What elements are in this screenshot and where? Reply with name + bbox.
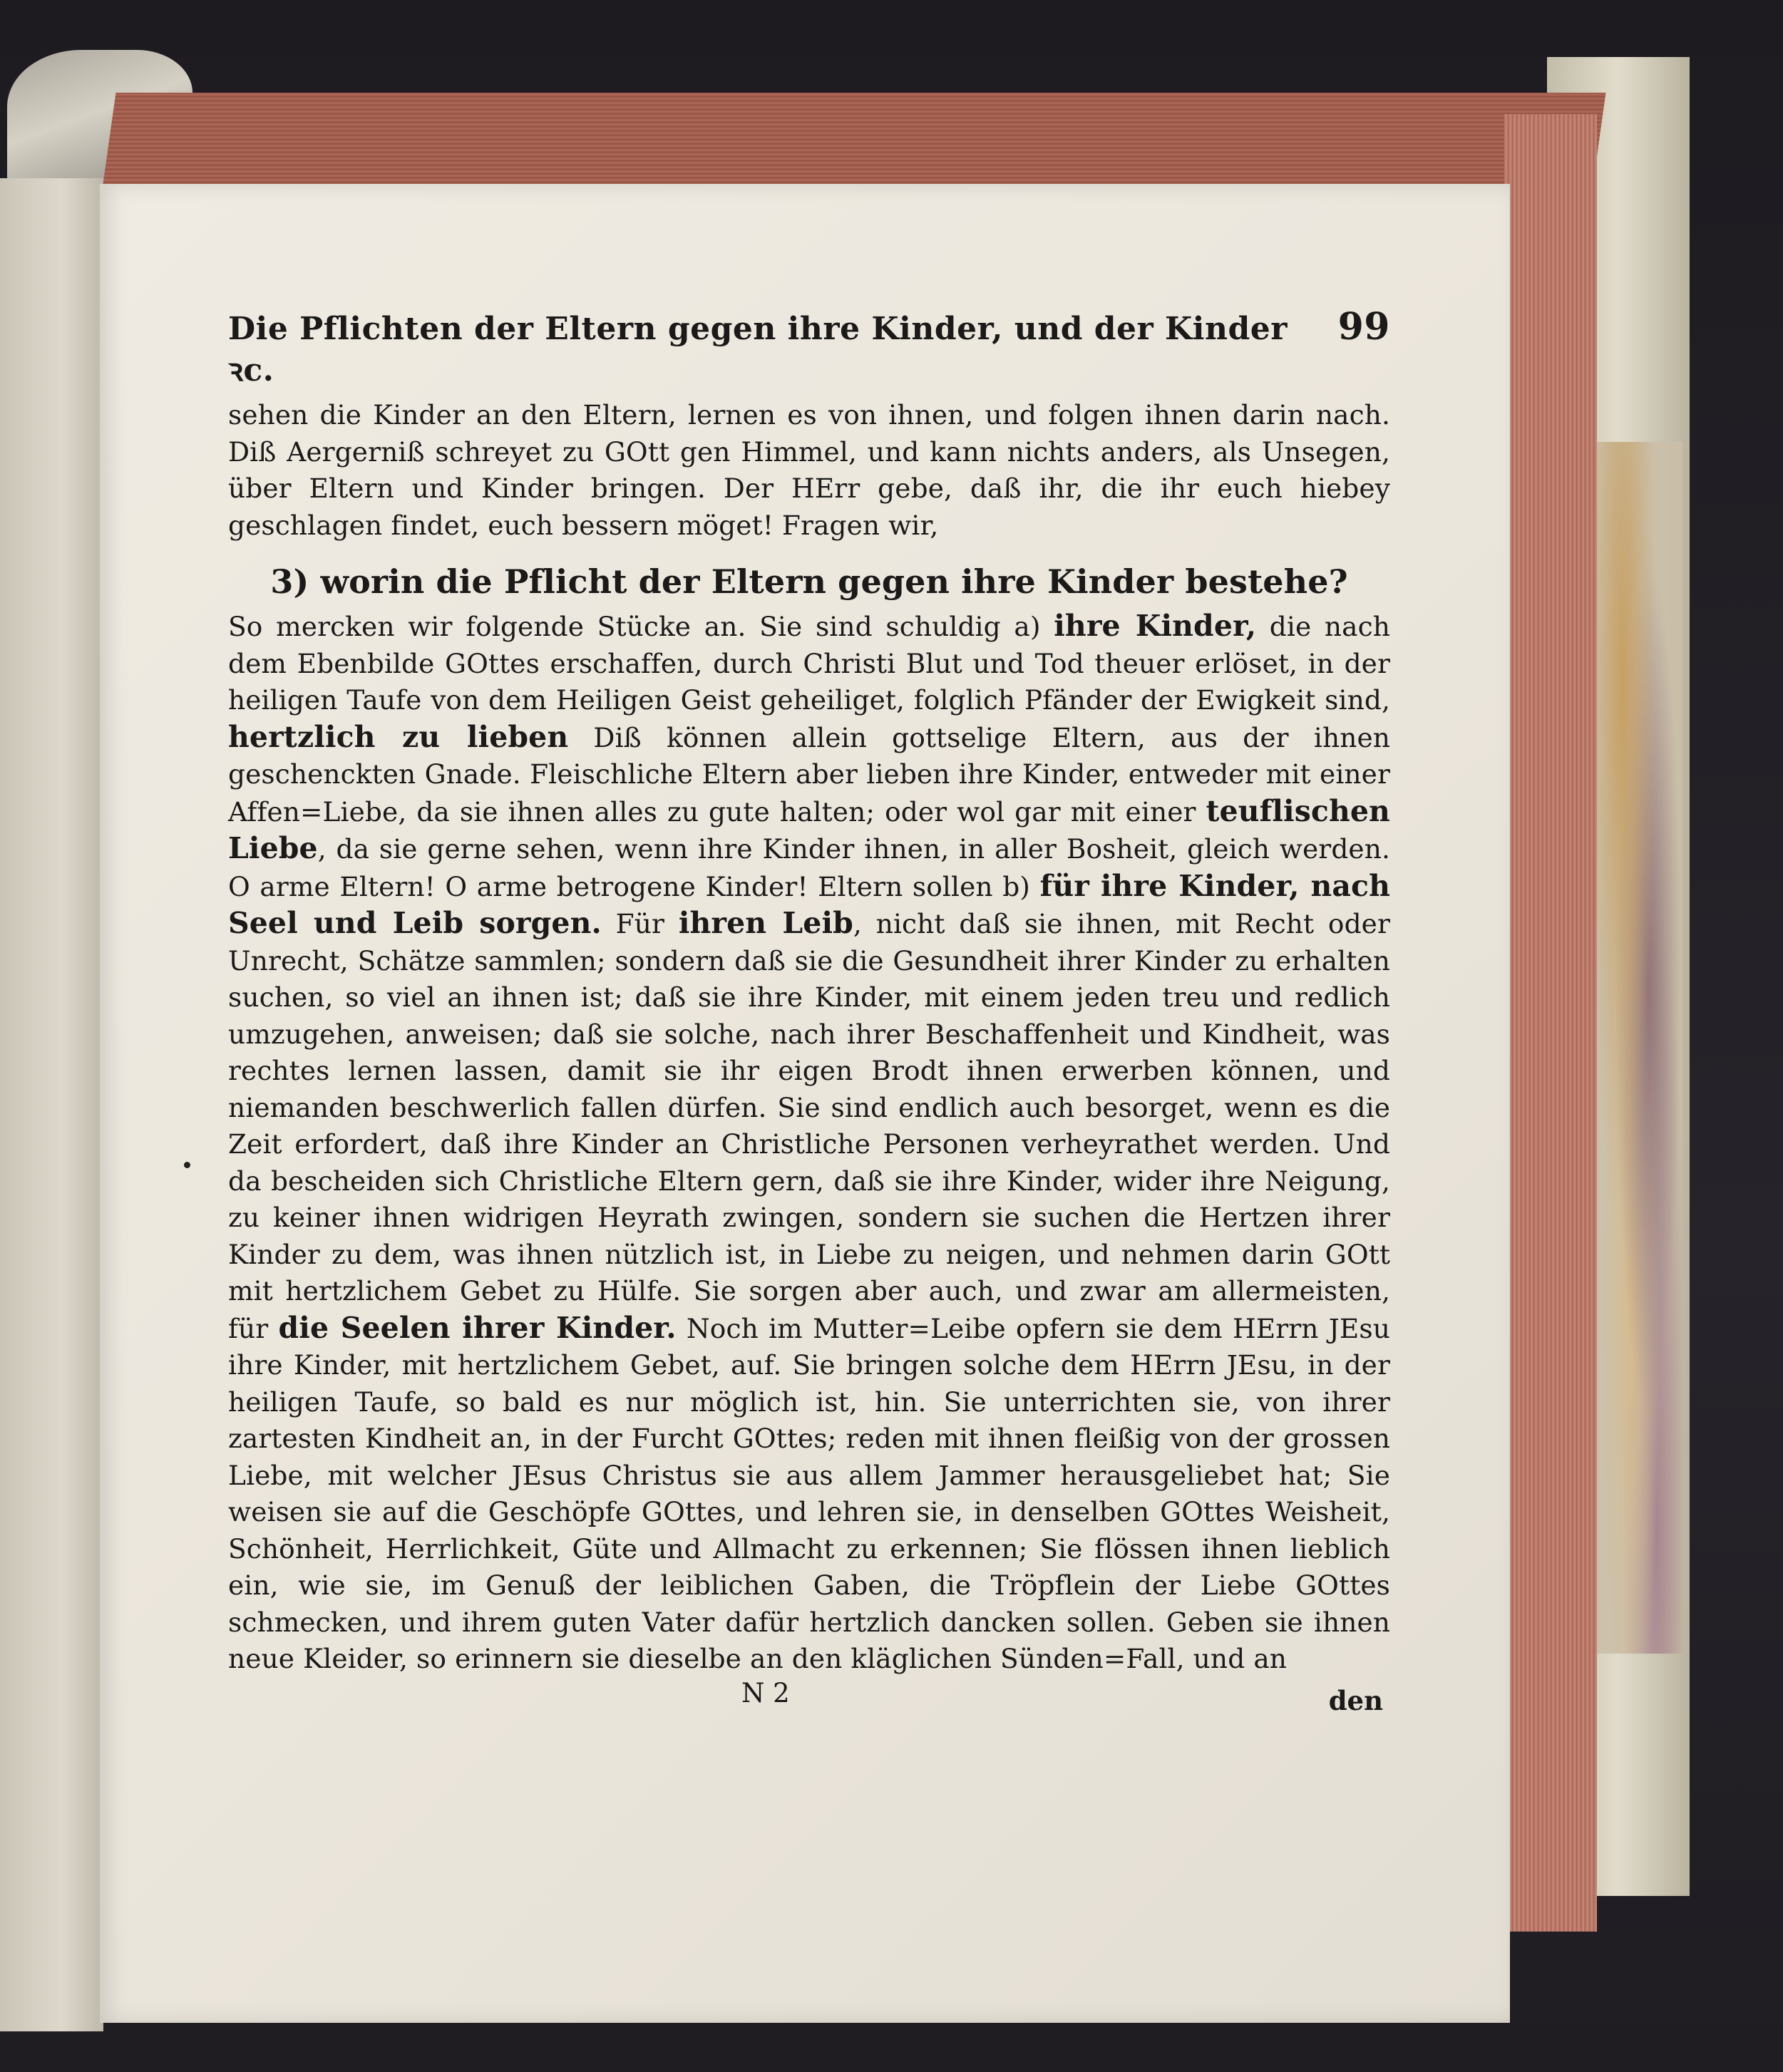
text-run: , nicht daß sie ihnen, mit Recht oder Unrecht, Schätze sammlen; sondern daß sie die Gesundheit ihrer Kinder zu erhalten suchen, so viel an ihnen ist; daß sie ihre Kinder, mit einem jeden treu und redlich umzugehen, anweisen; daß sie solche, nach ihrer Beschaffenheit und Kindheit, was rechtes lernen lassen, damit sie ihr eigen Brodt ihnen erwerben können, und niemanden beschwerlich fallen dürfen. Sie sind endlich auch besorget, wenn es die Zeit erfordert, daß ihre Kinder an Christliche Personen verheyrathet werden. Und da bescheiden sich Christliche Eltern gern, daß sie ihre Kinder, wider ihre Neigung, zu keiner ihnen widrigen Heyrath zwingen, sondern sie suchen die Hertzen ihrer Kinder zu dem, was ihnen nützlich ist, in Liebe zu neigen, und nehmen darin GOtt mit hertzlichem Gebet zu Hülfe. Sie sorgen aber auch, und zwar am allermeisten, für (228, 908, 1390, 1344)
text-run: , da sie gerne sehen, wenn ihre Kinder ihnen, in aller Bosheit, gleich werden. O arme Eltern! O arme betrogene Kinder! Eltern sollen b) (228, 833, 1390, 902)
page-footer (228, 1678, 1390, 1721)
running-title: Die Pflichten der Eltern gegen ihre Kinder, und der Kinder ꝛc. (228, 311, 1288, 388)
catchword: den (1328, 1684, 1383, 1716)
section-question-heading: 3) worin die Pflicht der Eltern gegen ihre Kinder bestehe? (270, 562, 1348, 601)
emphasis-run: ihren Leib (678, 906, 853, 940)
facing-page-edge (0, 178, 103, 2031)
text-run: die nach dem Ebenbilde GOttes erschaffen, durch Christi Blut und Tod theuer erlöset, in der heiligen Taufe von dem Heiligen Geist geheiliget, folglich Pfänder der Ewigkeit sind, (228, 611, 1390, 716)
margin-dot (184, 1162, 190, 1168)
paragraph-continuation: sehen die Kinder an den Eltern, lernen es von ihnen, und folgen ihnen darin nach. Diß Aergerniß schreyet zu GOtt gen Himmel, und kann nichts anders, als Unsegen, über Eltern und Kinder bringen. Der HErr gebe, daß ihr, die ihr euch hiebey geschlagen findet, euch bessern möget! Fragen wir, (228, 399, 1390, 541)
emphasis-run: hertzlich zu lieben (228, 719, 569, 754)
red-page-edges-side (1504, 114, 1597, 1932)
body-text (228, 397, 1390, 1678)
text-run: Diß können allein gottselige Eltern, aus der ihnen geschenckten Gnade. Fleischliche Eltern aber lieben ihre Kinder, entweder mit einer Affen=Liebe, da sie ihnen alles zu gute halten; oder wol gar mit einer (228, 721, 1390, 828)
text-run: Für (615, 908, 665, 939)
text-run: So mercken wir folgende Stücke an. Sie sind schuldig a) (228, 611, 1041, 642)
emphasis-run: die Seelen ihrer Kinder. (278, 1310, 677, 1345)
paragraph-main (228, 608, 1390, 1678)
emphasis-run: für ihre Kinder, nach Seel und Leib sorgen. (228, 868, 1391, 940)
marbled-endpaper (1597, 442, 1682, 1654)
page-number: 99 (1337, 305, 1390, 349)
signature-mark: N 2 (741, 1677, 790, 1708)
page-header (228, 305, 1390, 390)
book-page (100, 184, 1510, 2023)
emphasis-run: ihre Kinder, (1054, 609, 1257, 643)
page-text-block (228, 305, 1390, 1721)
text-run: Noch im Mutter=Leibe opfern sie dem HErrn JEsu ihre Kinder, mit hertzlichem Gebet, auf. Sie bringen solche dem HErrn JEsu, in der heiligen Taufe, so bald es nur möglich ist, hin. Sie unterrichten sie, von ihrer zartesten Kindheit an, in der Furcht GOttes; reden mit ihnen fleißig von der grossen Liebe, mit welcher JEsus Christus sie aus allem Jammer herausgeliebet hat; Sie weisen sie auf die Geschöpfe GOttes, und lehren sie, in denselben GOttes Weisheit, Schönheit, Herrlichkeit, Güte und Allmacht zu erkennen; Sie flössen ihnen lieblich ein, wie sie, im Genuß der leiblichen Gaben, die Tröpflein der Liebe GOttes schmecken, und ihrem guten Vater dafür hertzlich dancken sollen. Geben sie ihnen neue Kleider, so erinnern sie dieselbe an den kläglichen Sünden=Fall, und an (228, 1312, 1390, 1674)
emphasis-run: teuflischen Liebe (228, 793, 1390, 865)
